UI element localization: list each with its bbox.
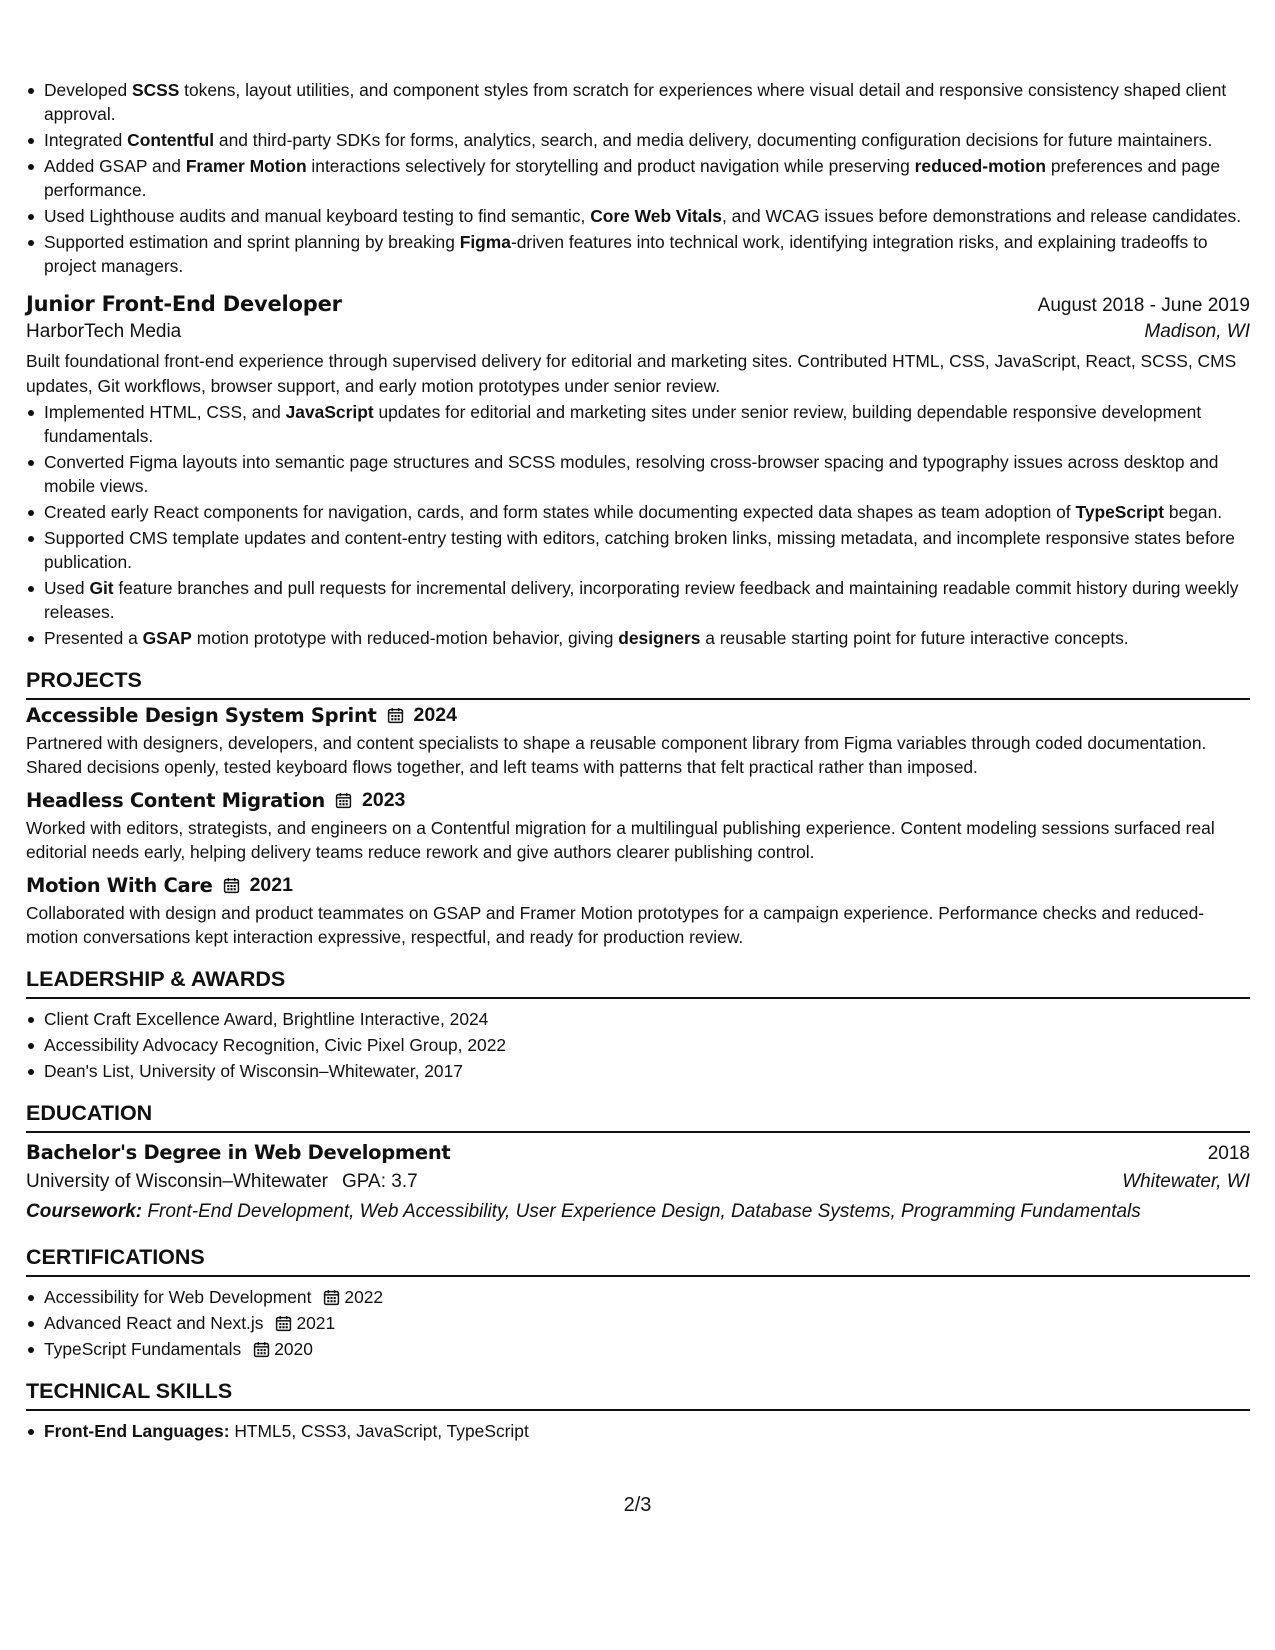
project-title: Motion With Care bbox=[26, 874, 213, 897]
role-dates: August 2018 - June 2019 bbox=[1037, 295, 1250, 316]
school-location: Whitewater, WI bbox=[1122, 1171, 1250, 1192]
certification-year: 2021 bbox=[296, 1313, 336, 1333]
role-header bbox=[26, 292, 1250, 317]
bullet-text: preferences and page performance. bbox=[44, 156, 1221, 200]
bold-keyword: Git bbox=[89, 578, 114, 598]
bullet-item bbox=[26, 128, 1250, 152]
bullet-text: feature branches and pull requests for incremental delivery, incorporating review feedback and maintaining readable commit history during weekly releases. bbox=[44, 578, 1239, 622]
bullet-item bbox=[26, 400, 1250, 448]
bullet-text: and third-party SDKs for forms, analytics, search, and media delivery, documenting configuration decisions for future maintainers. bbox=[214, 130, 1213, 150]
bold-keyword: designers bbox=[618, 628, 701, 648]
bullet-item bbox=[26, 500, 1250, 524]
role-bullets bbox=[26, 400, 1250, 650]
bullet-item bbox=[26, 526, 1250, 574]
bullet-text: Developed bbox=[44, 80, 132, 100]
coursework-list: Front-End Development, Web Accessibility, User Experience Design, Database Systems, Programming Fundamentals bbox=[142, 1201, 1141, 1222]
role-summary: Built foundational front-end experience through supervised delivery for editorial and marketing sites. Contributed HTML, CSS, JavaScript, React, SCSS, CMS updates, Git workflows, browser support, and early motion prototypes under senior review. bbox=[26, 351, 1237, 396]
bullet-text: began. bbox=[1164, 502, 1223, 522]
degree-title: Bachelor's Degree in Web Development bbox=[26, 1141, 451, 1164]
bullet-text: , and WCAG issues before demonstrations and release candidates. bbox=[721, 206, 1242, 226]
bold-keyword: Contentful bbox=[127, 130, 215, 150]
role-title: Junior Front-End Developer bbox=[26, 292, 342, 316]
leadership-heading: LEADERSHIP & AWARDS bbox=[26, 967, 1250, 999]
bullet-item bbox=[26, 204, 1250, 228]
role-company: HarborTech Media bbox=[26, 321, 182, 342]
bullet-item bbox=[26, 450, 1250, 498]
certifications-list bbox=[26, 1285, 1250, 1361]
bold-keyword: Core Web Vitals bbox=[590, 206, 722, 226]
project-year: 2023 bbox=[362, 789, 406, 811]
project-year: 2021 bbox=[249, 874, 293, 896]
award-item: Accessibility Advocacy Recognition, Civic Pixel Group, 2022 bbox=[26, 1033, 1250, 1057]
role-location: Madison, WI bbox=[1144, 321, 1250, 342]
skill-label: Front-End Languages: bbox=[44, 1421, 230, 1441]
certification-name: Advanced React and Next.js bbox=[44, 1313, 264, 1333]
bullet-text: Integrated bbox=[44, 130, 128, 150]
bullet-text: tokens, layout utilities, and component styles from scratch for experiences where visual detail and responsive consistency shaped client approval. bbox=[44, 80, 1227, 124]
calendar-icon bbox=[335, 792, 352, 809]
bold-keyword: Framer Motion bbox=[185, 156, 307, 176]
certification-item bbox=[26, 1311, 1250, 1335]
project-description: Collaborated with design and product teammates on GSAP and Framer Motion prototypes for a campaign experience. Performance checks and reduced-motion conversations kept interaction expressive, respectful, and ready for production review. bbox=[26, 903, 1205, 947]
degree-year: 2018 bbox=[1207, 1143, 1250, 1164]
bold-keyword: TypeScript bbox=[1075, 502, 1165, 522]
bullet-item bbox=[26, 230, 1250, 278]
calendar-icon bbox=[323, 1289, 340, 1306]
skill-value: HTML5, CSS3, JavaScript, TypeScript bbox=[229, 1421, 529, 1441]
bullet-text: Implemented HTML, CSS, and bbox=[44, 402, 286, 422]
leadership-list bbox=[26, 1007, 1250, 1083]
project-description: Partnered with designers, developers, and content specialists to shape a reusable component library from Figma variables through coded documentation. Shared decisions openly, tested keyboard flows together, and left teams with patterns that felt practical rather than imposed. bbox=[26, 733, 1207, 777]
skills-heading: TECHNICAL SKILLS bbox=[26, 1379, 1250, 1411]
bullet-text: motion prototype with reduced-motion behavior, giving bbox=[191, 628, 619, 648]
bold-keyword: GSAP bbox=[142, 628, 192, 648]
bullet-text: Created early React components for navigation, cards, and form states while documenting expected data shapes as team adoption of bbox=[44, 502, 1076, 522]
bullet-text: Supported estimation and sprint planning by breaking bbox=[44, 232, 460, 252]
bullet-text: a reusable starting point for future interactive concepts. bbox=[700, 628, 1129, 648]
project-header bbox=[26, 789, 1250, 812]
project-year: 2024 bbox=[413, 704, 457, 726]
calendar-icon bbox=[387, 707, 404, 724]
gpa: GPA: 3.7 bbox=[341, 1171, 418, 1192]
projects-list bbox=[26, 704, 1250, 949]
bullet-item bbox=[26, 576, 1250, 624]
certification-year: 2022 bbox=[344, 1287, 384, 1307]
bullet-item bbox=[26, 626, 1250, 650]
bullet-text: Used Lighthouse audits and manual keyboard testing to find semantic, bbox=[44, 206, 591, 226]
bullet-text: updates for editorial and marketing sites under senior review, building dependable responsive development fundamentals. bbox=[44, 402, 1202, 446]
school-line bbox=[26, 1171, 418, 1193]
bullet-text: interactions selectively for storytelling and product navigation while preserving bbox=[306, 156, 915, 176]
bullet-text: -driven features into technical work, identifying integration risks, and explaining tradeoffs to project managers. bbox=[44, 232, 1208, 276]
bold-keyword: JavaScript bbox=[285, 402, 374, 422]
award-item: Dean's List, University of Wisconsin–Whitewater, 2017 bbox=[26, 1059, 1250, 1083]
education-header bbox=[26, 1141, 1250, 1165]
certification-name: TypeScript Fundamentals bbox=[44, 1339, 242, 1359]
bullet-text: Presented a bbox=[44, 628, 143, 648]
project-title: Accessible Design System Sprint bbox=[26, 704, 377, 727]
calendar-icon bbox=[253, 1341, 270, 1358]
skills-list bbox=[26, 1419, 1250, 1443]
education-subheader bbox=[26, 1171, 1250, 1193]
certifications-heading: CERTIFICATIONS bbox=[26, 1245, 1250, 1277]
bullet-text: Converted Figma layouts into semantic page structures and SCSS modules, resolving cross-browser spacing and typography issues across desktop and mobile views. bbox=[44, 452, 1219, 496]
coursework bbox=[26, 1201, 1250, 1223]
bullet-text: Added GSAP and bbox=[44, 156, 186, 176]
page-number: 2/3 bbox=[623, 1494, 652, 1516]
project-title: Headless Content Migration bbox=[26, 789, 326, 812]
calendar-icon bbox=[275, 1315, 292, 1332]
certification-item bbox=[26, 1337, 1250, 1361]
certification-name: Accessibility for Web Development bbox=[44, 1287, 312, 1307]
project-header bbox=[26, 874, 1250, 897]
bullet-text: Supported CMS template updates and content-entry testing with editors, catching broken links, missing metadata, and incomplete responsive states before publication. bbox=[44, 528, 1235, 572]
education-heading: EDUCATION bbox=[26, 1101, 1250, 1133]
skill-item bbox=[26, 1419, 1250, 1443]
experience-bullets bbox=[26, 78, 1250, 278]
project-header bbox=[26, 704, 1250, 727]
certification-item bbox=[26, 1285, 1250, 1309]
projects-heading: PROJECTS bbox=[26, 668, 1250, 700]
certification-year: 2020 bbox=[274, 1339, 313, 1359]
bold-keyword: Figma bbox=[459, 232, 511, 252]
award-item: Client Craft Excellence Award, Brightline Interactive, 2024 bbox=[26, 1007, 1250, 1031]
role-subheader bbox=[26, 321, 1250, 343]
bullet-text: Used bbox=[44, 578, 90, 598]
school-name: University of Wisconsin–Whitewater bbox=[26, 1171, 328, 1192]
bullet-item bbox=[26, 78, 1250, 126]
project-description: Worked with editors, strategists, and engineers on a Contentful migration for a multilingual publishing experience. Content modeling sessions surfaced real editorial needs early, helping delivery teams reduce rework and give authors clearer publishing control. bbox=[26, 818, 1215, 862]
coursework-label: Coursework: bbox=[26, 1201, 143, 1222]
bullet-item bbox=[26, 154, 1250, 202]
calendar-icon bbox=[223, 877, 240, 894]
bold-keyword: reduced-motion bbox=[914, 156, 1047, 176]
bold-keyword: SCSS bbox=[131, 80, 180, 100]
resume-page bbox=[26, 78, 1250, 1445]
